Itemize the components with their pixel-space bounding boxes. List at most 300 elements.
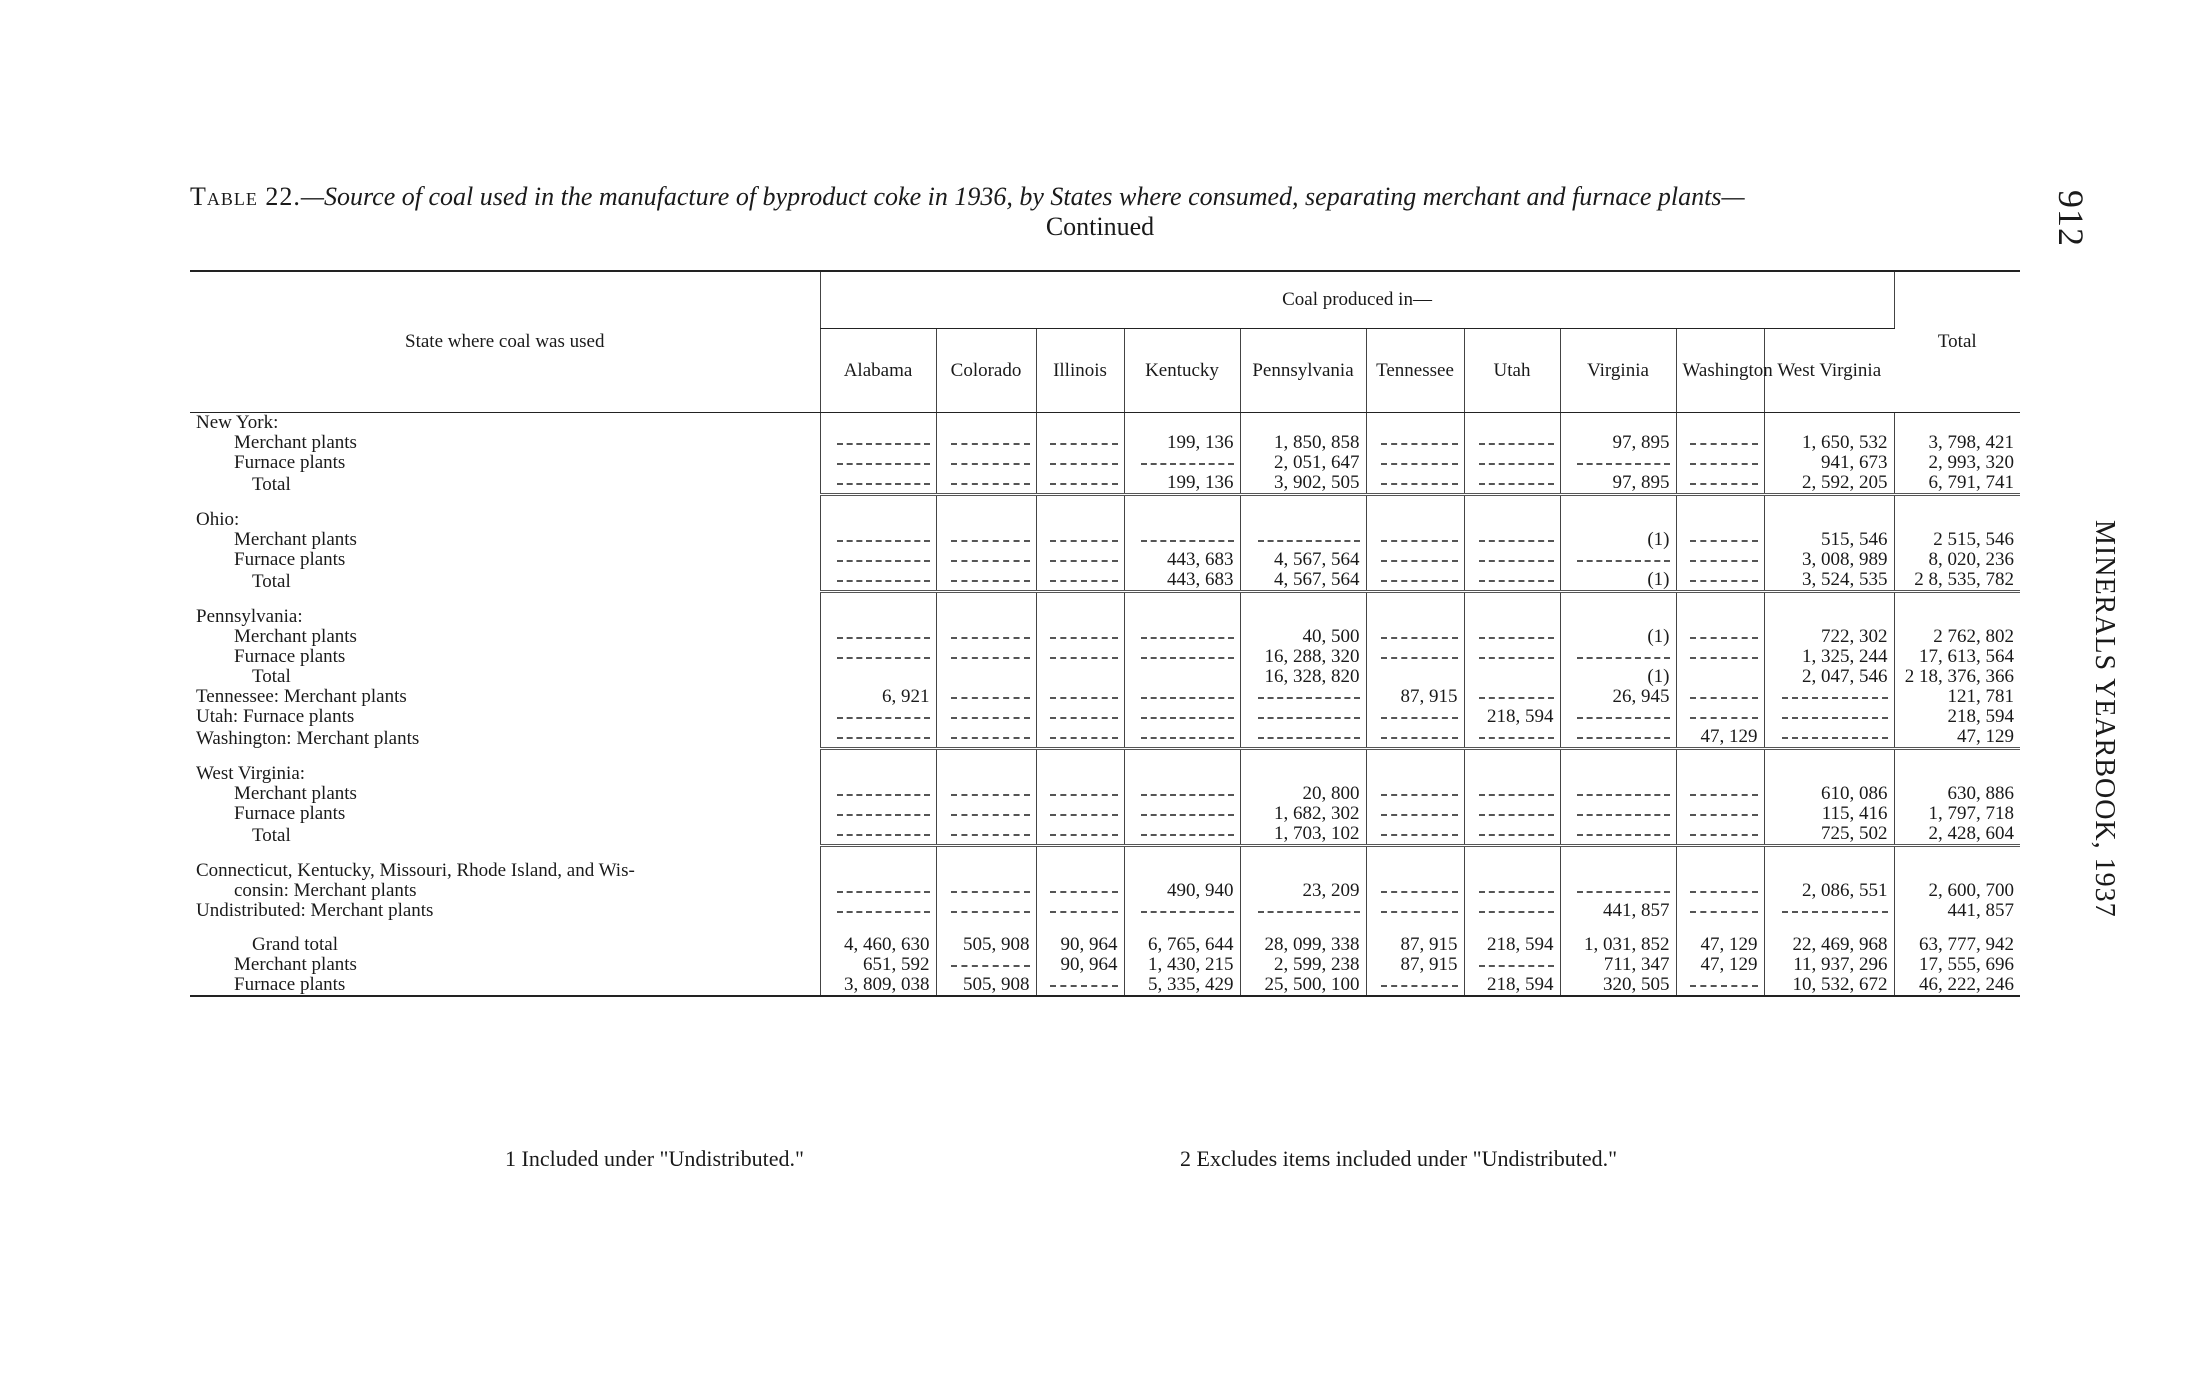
value-cell: 87, 915 <box>1366 935 1464 955</box>
spacer-cell <box>820 846 936 862</box>
row-label: Pennsylvania: <box>196 607 303 627</box>
empty-cell <box>1124 824 1240 846</box>
spacer-cell <box>936 921 1036 935</box>
value-cell: 8, 020, 236 <box>1894 550 2020 570</box>
empty-cell <box>1560 881 1676 901</box>
value-cell <box>1366 607 1464 627</box>
value-cell <box>1560 861 1676 881</box>
spacer-cell <box>190 921 820 935</box>
value-cell: 1, 682, 302 <box>1240 804 1366 824</box>
value-cell: 711, 347 <box>1560 955 1676 975</box>
value-cell: 87, 915 <box>1366 955 1464 975</box>
empty-cell <box>1366 473 1464 495</box>
value-cell: 1, 430, 215 <box>1124 955 1240 975</box>
value-cell <box>1676 413 1764 434</box>
value-cell: 121, 781 <box>1894 687 2020 707</box>
row-label: Furnace plants <box>234 550 346 570</box>
value-cell <box>1764 510 1894 530</box>
table-row <box>190 433 2020 453</box>
value-cell: 3, 524, 535 <box>1764 570 1894 592</box>
value-cell: 10, 532, 672 <box>1764 975 1894 996</box>
row-label: consin: Merchant plants <box>234 881 417 901</box>
value-cell <box>1124 764 1240 784</box>
value-cell: 2 8, 535, 782 <box>1894 570 2020 592</box>
table-row <box>190 627 2020 647</box>
value-cell: 443, 683 <box>1124 570 1240 592</box>
value-cell <box>1366 413 1464 434</box>
empty-cell <box>936 955 1036 975</box>
row-label: Furnace plants <box>234 453 346 473</box>
value-cell: 2 762, 802 <box>1894 627 2020 647</box>
spacer-cell <box>1764 921 1894 935</box>
empty-cell <box>820 824 936 846</box>
empty-cell <box>1240 901 1366 921</box>
empty-cell <box>1464 453 1560 473</box>
empty-cell <box>1366 453 1464 473</box>
spacer-cell <box>1124 749 1240 765</box>
value-cell <box>1560 607 1676 627</box>
spacer-cell <box>1366 749 1464 765</box>
empty-cell <box>820 550 936 570</box>
value-cell <box>1240 510 1366 530</box>
spacer-cell <box>1464 749 1560 765</box>
empty-cell <box>1240 687 1366 707</box>
spacer-cell <box>1036 495 1124 511</box>
spacer-cell <box>936 592 1036 608</box>
table-caption: —Source of coal used in the manufacture of byproduct coke in 1936, by States where consumed, separating merchant and furnace plants— <box>300 182 1745 211</box>
table-row <box>190 824 2020 846</box>
table-row <box>190 901 2020 921</box>
value-cell: 490, 940 <box>1124 881 1240 901</box>
empty-cell <box>1036 570 1124 592</box>
value-cell: 320, 505 <box>1560 975 1676 996</box>
spacer-cell <box>1124 921 1240 935</box>
footnote-1: 1 Included under "Undistributed." <box>505 1146 805 1171</box>
value-cell <box>1036 413 1124 434</box>
empty-cell <box>1464 550 1560 570</box>
empty-cell <box>1036 453 1124 473</box>
value-cell: 2, 047, 546 <box>1764 667 1894 687</box>
row-label: Undistributed: Merchant plants <box>196 901 434 921</box>
empty-cell <box>820 804 936 824</box>
table-row <box>190 550 2020 570</box>
empty-cell <box>936 433 1036 453</box>
spacer-cell <box>1894 749 2020 765</box>
value-cell: 443, 683 <box>1124 550 1240 570</box>
empty-cell <box>1240 530 1366 550</box>
empty-cell <box>1464 727 1560 749</box>
empty-cell <box>1464 647 1560 667</box>
empty-cell <box>1366 570 1464 592</box>
value-cell: 199, 136 <box>1124 473 1240 495</box>
value-cell <box>1124 510 1240 530</box>
empty-cell <box>1464 901 1560 921</box>
empty-cell <box>820 627 936 647</box>
value-cell <box>820 413 936 434</box>
empty-cell <box>936 570 1036 592</box>
value-cell <box>1894 861 2020 881</box>
empty-cell <box>1366 647 1464 667</box>
table-row <box>190 727 2020 749</box>
spacer-cell <box>1124 846 1240 862</box>
value-cell: 6, 921 <box>820 687 936 707</box>
value-cell: 1, 797, 718 <box>1894 804 2020 824</box>
empty-cell <box>1124 647 1240 667</box>
column-header: Tennessee <box>1366 329 1464 413</box>
value-cell: 3, 008, 989 <box>1764 550 1894 570</box>
row-label: Furnace plants <box>234 647 346 667</box>
stub-header: State where coal was used <box>190 271 820 413</box>
value-cell: 722, 302 <box>1764 627 1894 647</box>
empty-cell <box>1124 727 1240 749</box>
value-cell: 515, 546 <box>1764 530 1894 550</box>
value-cell <box>1366 667 1464 687</box>
column-header: Kentucky <box>1124 329 1240 413</box>
value-cell <box>1894 607 2020 627</box>
spacer-cell <box>190 592 820 608</box>
empty-cell <box>936 453 1036 473</box>
spacer-cell <box>1036 846 1124 862</box>
value-cell <box>820 510 936 530</box>
value-cell: 651, 592 <box>820 955 936 975</box>
spacer-cell <box>820 921 936 935</box>
column-header: Alabama <box>820 329 936 413</box>
spacer-cell <box>1560 749 1676 765</box>
value-cell: 28, 099, 338 <box>1240 935 1366 955</box>
value-cell: 47, 129 <box>1894 727 2020 749</box>
empty-cell <box>1366 824 1464 846</box>
value-cell: 4, 460, 630 <box>820 935 936 955</box>
table-row <box>190 667 2020 687</box>
empty-cell <box>1464 433 1560 453</box>
value-cell: (1) <box>1560 570 1676 592</box>
empty-cell <box>1676 687 1764 707</box>
value-cell: 5, 335, 429 <box>1124 975 1240 996</box>
value-cell: 40, 500 <box>1240 627 1366 647</box>
empty-cell <box>1366 804 1464 824</box>
empty-cell <box>1560 804 1676 824</box>
empty-cell <box>1676 824 1764 846</box>
table-row <box>190 607 2020 627</box>
value-cell: 441, 857 <box>1894 901 2020 921</box>
empty-cell <box>1764 727 1894 749</box>
spacer-cell <box>1366 921 1464 935</box>
value-cell <box>1464 667 1560 687</box>
empty-cell <box>1676 473 1764 495</box>
empty-cell <box>1036 975 1124 996</box>
spacer-cell <box>1240 749 1366 765</box>
spacer-cell <box>936 846 1036 862</box>
empty-cell <box>820 784 936 804</box>
empty-cell <box>1560 784 1676 804</box>
value-cell <box>1240 861 1366 881</box>
empty-cell <box>1124 530 1240 550</box>
empty-cell <box>1676 975 1764 996</box>
value-cell: 2 515, 546 <box>1894 530 2020 550</box>
value-cell <box>1366 764 1464 784</box>
spacer-cell <box>1240 921 1366 935</box>
spacer-cell <box>190 495 820 511</box>
empty-cell <box>1676 570 1764 592</box>
value-cell <box>936 861 1036 881</box>
row-label: Merchant plants <box>234 433 357 453</box>
table-row <box>190 453 2020 473</box>
value-cell: 11, 937, 296 <box>1764 955 1894 975</box>
spacer-cell <box>1464 592 1560 608</box>
row-label: Furnace plants <box>190 975 820 996</box>
empty-cell <box>1124 901 1240 921</box>
empty-cell <box>1676 707 1764 727</box>
empty-cell <box>1366 707 1464 727</box>
value-cell: 26, 945 <box>1560 687 1676 707</box>
value-cell <box>1560 413 1676 434</box>
spacer-cell <box>1764 846 1894 862</box>
row-label: Total <box>252 667 291 687</box>
coal-source-table <box>190 270 2020 997</box>
value-cell <box>1894 413 2020 434</box>
value-cell <box>1560 510 1676 530</box>
value-cell: 87, 915 <box>1366 687 1464 707</box>
value-cell: 1, 703, 102 <box>1240 824 1366 846</box>
page-number: 912 <box>2051 190 2091 247</box>
spacer-cell <box>1560 846 1676 862</box>
value-cell: 505, 908 <box>936 935 1036 955</box>
total-header: Total <box>1894 271 2020 413</box>
value-cell: 610, 086 <box>1764 784 1894 804</box>
spacer-cell <box>1560 921 1676 935</box>
empty-cell <box>1464 530 1560 550</box>
table-row <box>190 707 2020 727</box>
empty-cell <box>1036 707 1124 727</box>
value-cell <box>1124 667 1240 687</box>
value-cell <box>1240 764 1366 784</box>
empty-cell <box>1036 901 1124 921</box>
row-label: Washington: Merchant plants <box>196 727 420 749</box>
row-label: Total <box>252 473 291 495</box>
value-cell <box>1676 510 1764 530</box>
column-header: Illinois <box>1036 329 1124 413</box>
value-cell: 3, 798, 421 <box>1894 433 2020 453</box>
spacer-cell <box>1676 846 1764 862</box>
empty-cell <box>1036 687 1124 707</box>
value-cell <box>1036 861 1124 881</box>
row-label: Merchant plants <box>234 530 357 550</box>
row-label: Furnace plants <box>234 804 346 824</box>
empty-cell <box>1676 881 1764 901</box>
value-cell: 2, 599, 238 <box>1240 955 1366 975</box>
empty-cell <box>820 881 936 901</box>
value-cell: 25, 500, 100 <box>1240 975 1366 996</box>
value-cell <box>1366 510 1464 530</box>
spacer-cell <box>1676 495 1764 511</box>
empty-cell <box>1560 453 1676 473</box>
spacer-cell <box>1464 921 1560 935</box>
empty-cell <box>1240 727 1366 749</box>
empty-cell <box>820 707 936 727</box>
value-cell <box>1676 861 1764 881</box>
value-cell: 3, 809, 038 <box>820 975 936 996</box>
empty-cell <box>936 707 1036 727</box>
table-row <box>190 935 2020 955</box>
empty-cell <box>1036 627 1124 647</box>
empty-cell <box>1366 901 1464 921</box>
value-cell: 218, 594 <box>1464 707 1560 727</box>
footnote-2: 2 Excludes items included under "Undistributed." <box>1180 1146 1618 1171</box>
empty-cell <box>1036 473 1124 495</box>
empty-cell <box>936 881 1036 901</box>
column-header: Utah <box>1464 329 1560 413</box>
empty-cell <box>1366 881 1464 901</box>
empty-cell <box>936 727 1036 749</box>
value-cell <box>1240 607 1366 627</box>
empty-cell <box>1464 784 1560 804</box>
spacer-cell <box>1036 921 1124 935</box>
row-label: Tennessee: Merchant plants <box>196 687 407 707</box>
spacer-cell <box>190 846 820 862</box>
empty-cell <box>1036 804 1124 824</box>
value-cell: 4, 567, 564 <box>1240 550 1366 570</box>
empty-cell <box>820 433 936 453</box>
value-cell: 16, 288, 320 <box>1240 647 1366 667</box>
value-cell <box>1676 667 1764 687</box>
spacer-cell <box>1676 921 1764 935</box>
empty-cell <box>1124 453 1240 473</box>
empty-cell <box>1240 707 1366 727</box>
value-cell: 97, 895 <box>1560 433 1676 453</box>
table-row <box>190 784 2020 804</box>
empty-cell <box>1366 550 1464 570</box>
column-header: Pennsylvania <box>1240 329 1366 413</box>
empty-cell <box>1124 784 1240 804</box>
row-spacer <box>190 495 2020 511</box>
empty-cell <box>1124 804 1240 824</box>
value-cell <box>820 764 936 784</box>
empty-cell <box>1036 433 1124 453</box>
empty-cell <box>1464 627 1560 647</box>
value-cell <box>1464 607 1560 627</box>
row-label: West Virginia: <box>196 764 306 784</box>
value-cell: 47, 129 <box>1676 955 1764 975</box>
value-cell <box>1894 764 2020 784</box>
row-label: Grand total <box>252 935 339 955</box>
empty-cell <box>1764 901 1894 921</box>
empty-cell <box>936 901 1036 921</box>
value-cell: 1, 850, 858 <box>1240 433 1366 453</box>
empty-cell <box>1676 453 1764 473</box>
value-cell: 90, 964 <box>1036 935 1124 955</box>
empty-cell <box>820 570 936 592</box>
empty-cell <box>1036 881 1124 901</box>
empty-cell <box>1366 433 1464 453</box>
empty-cell <box>820 727 936 749</box>
row-label: New York: <box>196 412 279 433</box>
value-cell: 2, 600, 700 <box>1894 881 2020 901</box>
value-cell <box>1036 667 1124 687</box>
table-row <box>190 687 2020 707</box>
spacer-cell <box>820 592 936 608</box>
value-cell <box>1676 764 1764 784</box>
empty-cell <box>1464 881 1560 901</box>
value-cell: (1) <box>1560 667 1676 687</box>
value-cell: 90, 964 <box>1036 955 1124 975</box>
value-cell: 2, 428, 604 <box>1894 824 2020 846</box>
spacer-cell <box>1894 592 2020 608</box>
value-cell <box>820 861 936 881</box>
group-header: Coal produced in— <box>820 271 1894 329</box>
spacer-cell <box>1366 495 1464 511</box>
empty-cell <box>1676 627 1764 647</box>
value-cell: 22, 469, 968 <box>1764 935 1894 955</box>
empty-cell <box>1764 707 1894 727</box>
empty-cell <box>820 473 936 495</box>
value-cell <box>936 510 1036 530</box>
value-cell: 17, 555, 696 <box>1894 955 2020 975</box>
running-head: MINERALS YEARBOOK, 1937 <box>2089 520 2120 918</box>
empty-cell <box>1036 727 1124 749</box>
value-cell <box>1366 861 1464 881</box>
empty-cell <box>936 627 1036 647</box>
value-cell: 441, 857 <box>1560 901 1676 921</box>
value-cell: 3, 902, 505 <box>1240 473 1366 495</box>
empty-cell <box>1676 647 1764 667</box>
value-cell <box>1464 413 1560 434</box>
row-label: Connecticut, Kentucky, Missouri, Rhode Island, and Wis- <box>196 861 635 881</box>
value-cell: 941, 673 <box>1764 453 1894 473</box>
empty-cell <box>936 824 1036 846</box>
value-cell <box>1036 510 1124 530</box>
value-cell: 2, 993, 320 <box>1894 453 2020 473</box>
spacer-cell <box>1894 846 2020 862</box>
empty-cell <box>1366 727 1464 749</box>
table-title <box>190 182 2040 242</box>
value-cell: 2, 086, 551 <box>1764 881 1894 901</box>
spacer-cell <box>1764 495 1894 511</box>
empty-cell <box>1464 473 1560 495</box>
spacer-cell <box>1366 846 1464 862</box>
empty-cell <box>1036 824 1124 846</box>
value-cell <box>1894 510 2020 530</box>
table-row <box>190 510 2020 530</box>
table-label: Table 22. <box>190 182 301 211</box>
spacer-cell <box>1464 495 1560 511</box>
empty-cell <box>1036 784 1124 804</box>
value-cell <box>1764 764 1894 784</box>
empty-cell <box>1464 955 1560 975</box>
empty-cell <box>1464 687 1560 707</box>
empty-cell <box>1560 707 1676 727</box>
spacer-cell <box>1676 749 1764 765</box>
spacer-cell <box>190 749 820 765</box>
row-label: Merchant plants <box>234 784 357 804</box>
empty-cell <box>1124 707 1240 727</box>
empty-cell <box>1366 627 1464 647</box>
column-header: Virginia <box>1560 329 1676 413</box>
value-cell: 23, 209 <box>1240 881 1366 901</box>
spacer-cell <box>1764 749 1894 765</box>
empty-cell <box>820 647 936 667</box>
empty-cell <box>1124 627 1240 647</box>
empty-cell <box>936 784 1036 804</box>
row-label: Ohio: <box>196 510 240 530</box>
value-cell: 6, 791, 741 <box>1894 473 2020 495</box>
value-cell <box>1464 510 1560 530</box>
row-label: Total <box>252 570 291 592</box>
value-cell: 4, 567, 564 <box>1240 570 1366 592</box>
value-cell: 630, 886 <box>1894 784 2020 804</box>
value-cell <box>936 607 1036 627</box>
row-label: Total <box>252 824 291 846</box>
empty-cell <box>1366 530 1464 550</box>
